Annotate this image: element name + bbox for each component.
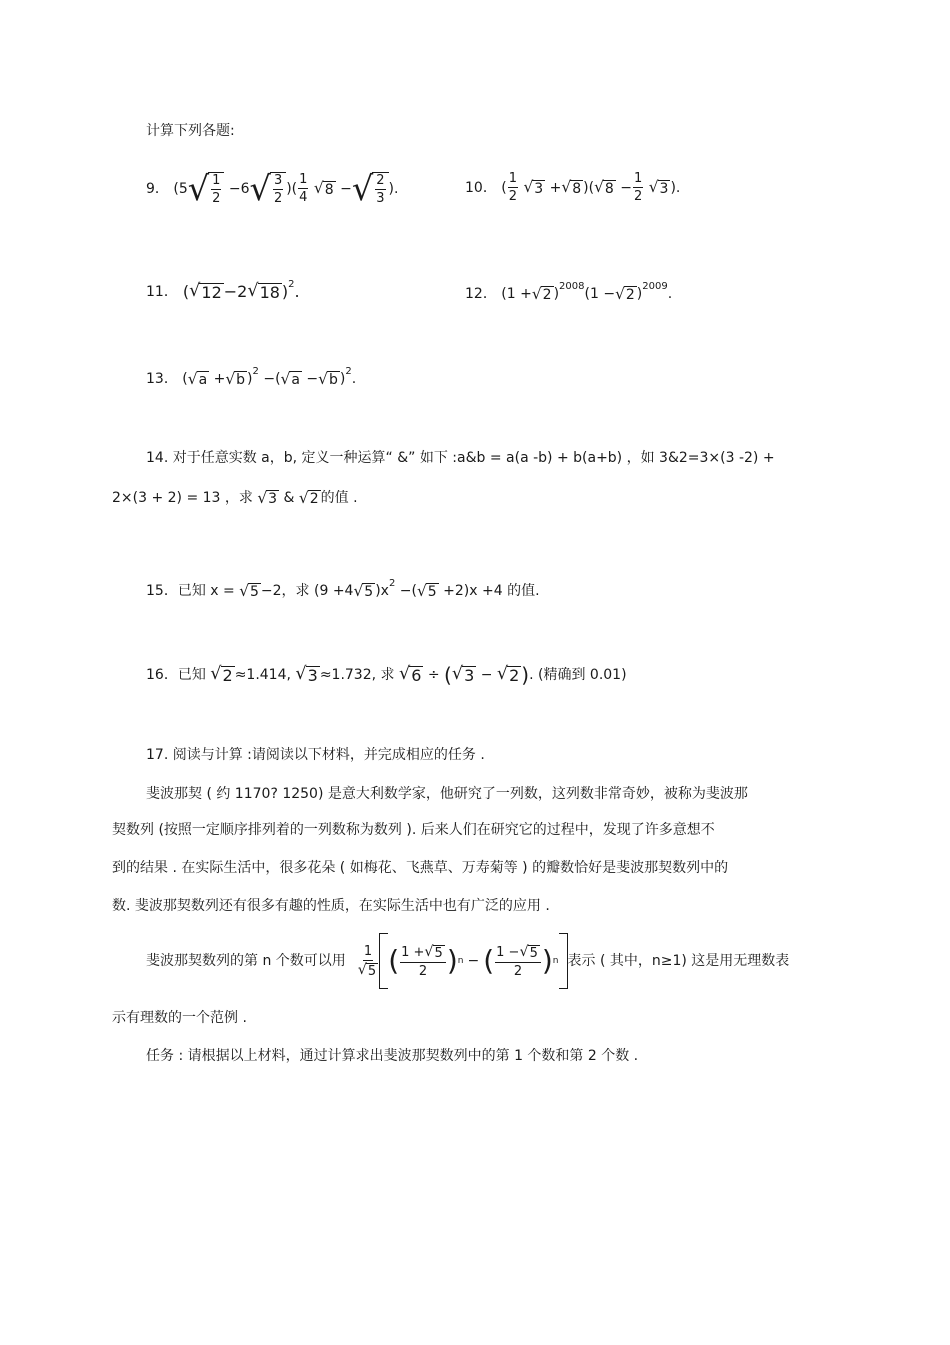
problem-14-line-2: 2×(3 + 2) = 13 ，求 √ 3 & √ 2 的值 . [112,488,358,507]
sqrt-symbol: √ 8 [561,178,582,197]
sqrt-symbol: √ 3 [648,178,669,197]
right-bracket [559,933,568,989]
problem-9-number: 9． [146,180,169,197]
sqrt-symbol: √ $\frac{3}{2}$ [250,172,287,206]
sqrt-symbol: √ b [318,369,338,388]
problem-16: 16．已知 √ 2 ≈1.414, √ 3 ≈1.732, 求 √ 6 ÷ ( √ 3 − √ 2 ). (精确到 0.01) [146,663,627,687]
sqrt-symbol: √ 5 [424,944,443,961]
sqrt-symbol: √ 3 [295,664,318,685]
problem-10-number: 10． [465,179,497,196]
paragraph-line: 斐波那契 ( 约 1170? 1250) 是意大利数学家，他研究了一列数，这列数非常奇妙，被称为斐波那 [146,786,748,802]
sqrt-symbol: √ $\frac{1}{2}$ [188,172,225,206]
problem-14-line-1: 14. 对于任意实数 a，b, 定义一种运算“ &” 如下 :a&b = a(a -b) + b(a+b) ，如 3&2=3×(3 -2) + [146,450,775,466]
sqrt-symbol: √ 3 [523,178,544,197]
paragraph-line: 数. 斐波那契数列还有很多有趣的性质，在实际生活中也有广泛的应用 . [112,898,550,914]
paragraph-line: 到的结果 . 在实际生活中，很多花朵 ( 如梅花、飞燕草、万寿菊等 ) 的瓣数恰好是斐波那契数列中的 [112,860,729,876]
sqrt-symbol: √ 12 [189,280,222,302]
sqrt-symbol: √ 2 [298,488,319,507]
problem-12: 12． (1 + √ 2 )$^{2008}$(1 − √ 2 )$^{2009}$. [465,281,673,303]
problem-10: 10． ( $\frac{1}{2}$ √ 3 + √ 8 )( √ 8 − $\frac{1}{2}$ √ 3 ). [465,171,681,204]
sqrt-symbol: √ $\frac{2}{3}$ [352,172,389,206]
sqrt-symbol: √ 5 [353,581,374,600]
problem-13: 13． ( √ a + √ b )$^2$ −( √ a − √ b )$^2$. [146,366,357,388]
sqrt-symbol: √ a [187,369,208,388]
sqrt-symbol: √ 5 [519,944,538,961]
sqrt-symbol: √ b [225,369,246,388]
task-line: 任务 : 请根据以上材料，通过计算求出斐波那契数列中的第 1 个数和第 2 个数 . [146,1048,639,1064]
fibonacci-formula-line: 斐波那契数列的第 n 个数可以用 1 √ 5 ( 1 + √ 5 2 ) n − ( 1 − √ 5 2 ) n 表示 ( 其中，n≥1) 这是用无理数表 [146,932,789,990]
sqrt-symbol: √ a [280,369,300,388]
sqrt-symbol: √ 8 [313,179,334,198]
sqrt-symbol: √ 2 [531,284,552,303]
problem-11: 11． ( √ 12 −2 √ 18 )$^2$. [146,279,300,302]
paragraph-line: 示有理数的一个范例 . [112,1010,247,1026]
left-bracket [379,933,388,989]
sqrt-symbol: √ 2 [210,664,233,685]
section-heading: 计算下列各题: [146,123,235,139]
sqrt-symbol: √ 5 [357,962,377,979]
sqrt-symbol: √ 5 [239,581,259,600]
sqrt-symbol: √ 5 [416,581,437,600]
problem-9: 9． (5 √ $\frac{1}{2}$ −6 √ $\frac{3}{2}$ )( $\frac{1}{4}$ √ 8 − √ $\frac{2}{3}$ ). [146,169,399,208]
sqrt-symbol: √ 8 [594,178,614,197]
sqrt-symbol: √ 2 [496,664,520,685]
fraction: $\frac{1}{4}$ [299,172,308,206]
problem-15: 15．已知 x = √ 5 −2，求 (9 +4 √ 5 )$x^2$ −( √ 5 +2)x +4 的值. [146,578,540,600]
paragraph-line: 契数列 (按照一定顺序排列着的一列数称为数列 ). 后来人们在研究它的过程中，发现了许多意想不 [112,822,715,838]
fraction: 1 √ 5 [357,943,377,979]
problem-11-number: 11． [146,283,178,300]
problem-13-number: 13． [146,371,178,387]
sqrt-symbol: √ 6 [398,664,422,685]
sqrt-symbol: √ 18 [247,280,280,302]
problem-12-number: 12． [465,286,497,302]
problem-17-title: 17. 阅读与计算 :请阅读以下材料，并完成相应的任务 . [146,747,485,763]
sqrt-symbol: √ 3 [451,664,475,685]
sqrt-symbol: √ 3 [257,488,278,507]
sqrt-symbol: √ 2 [615,284,635,303]
